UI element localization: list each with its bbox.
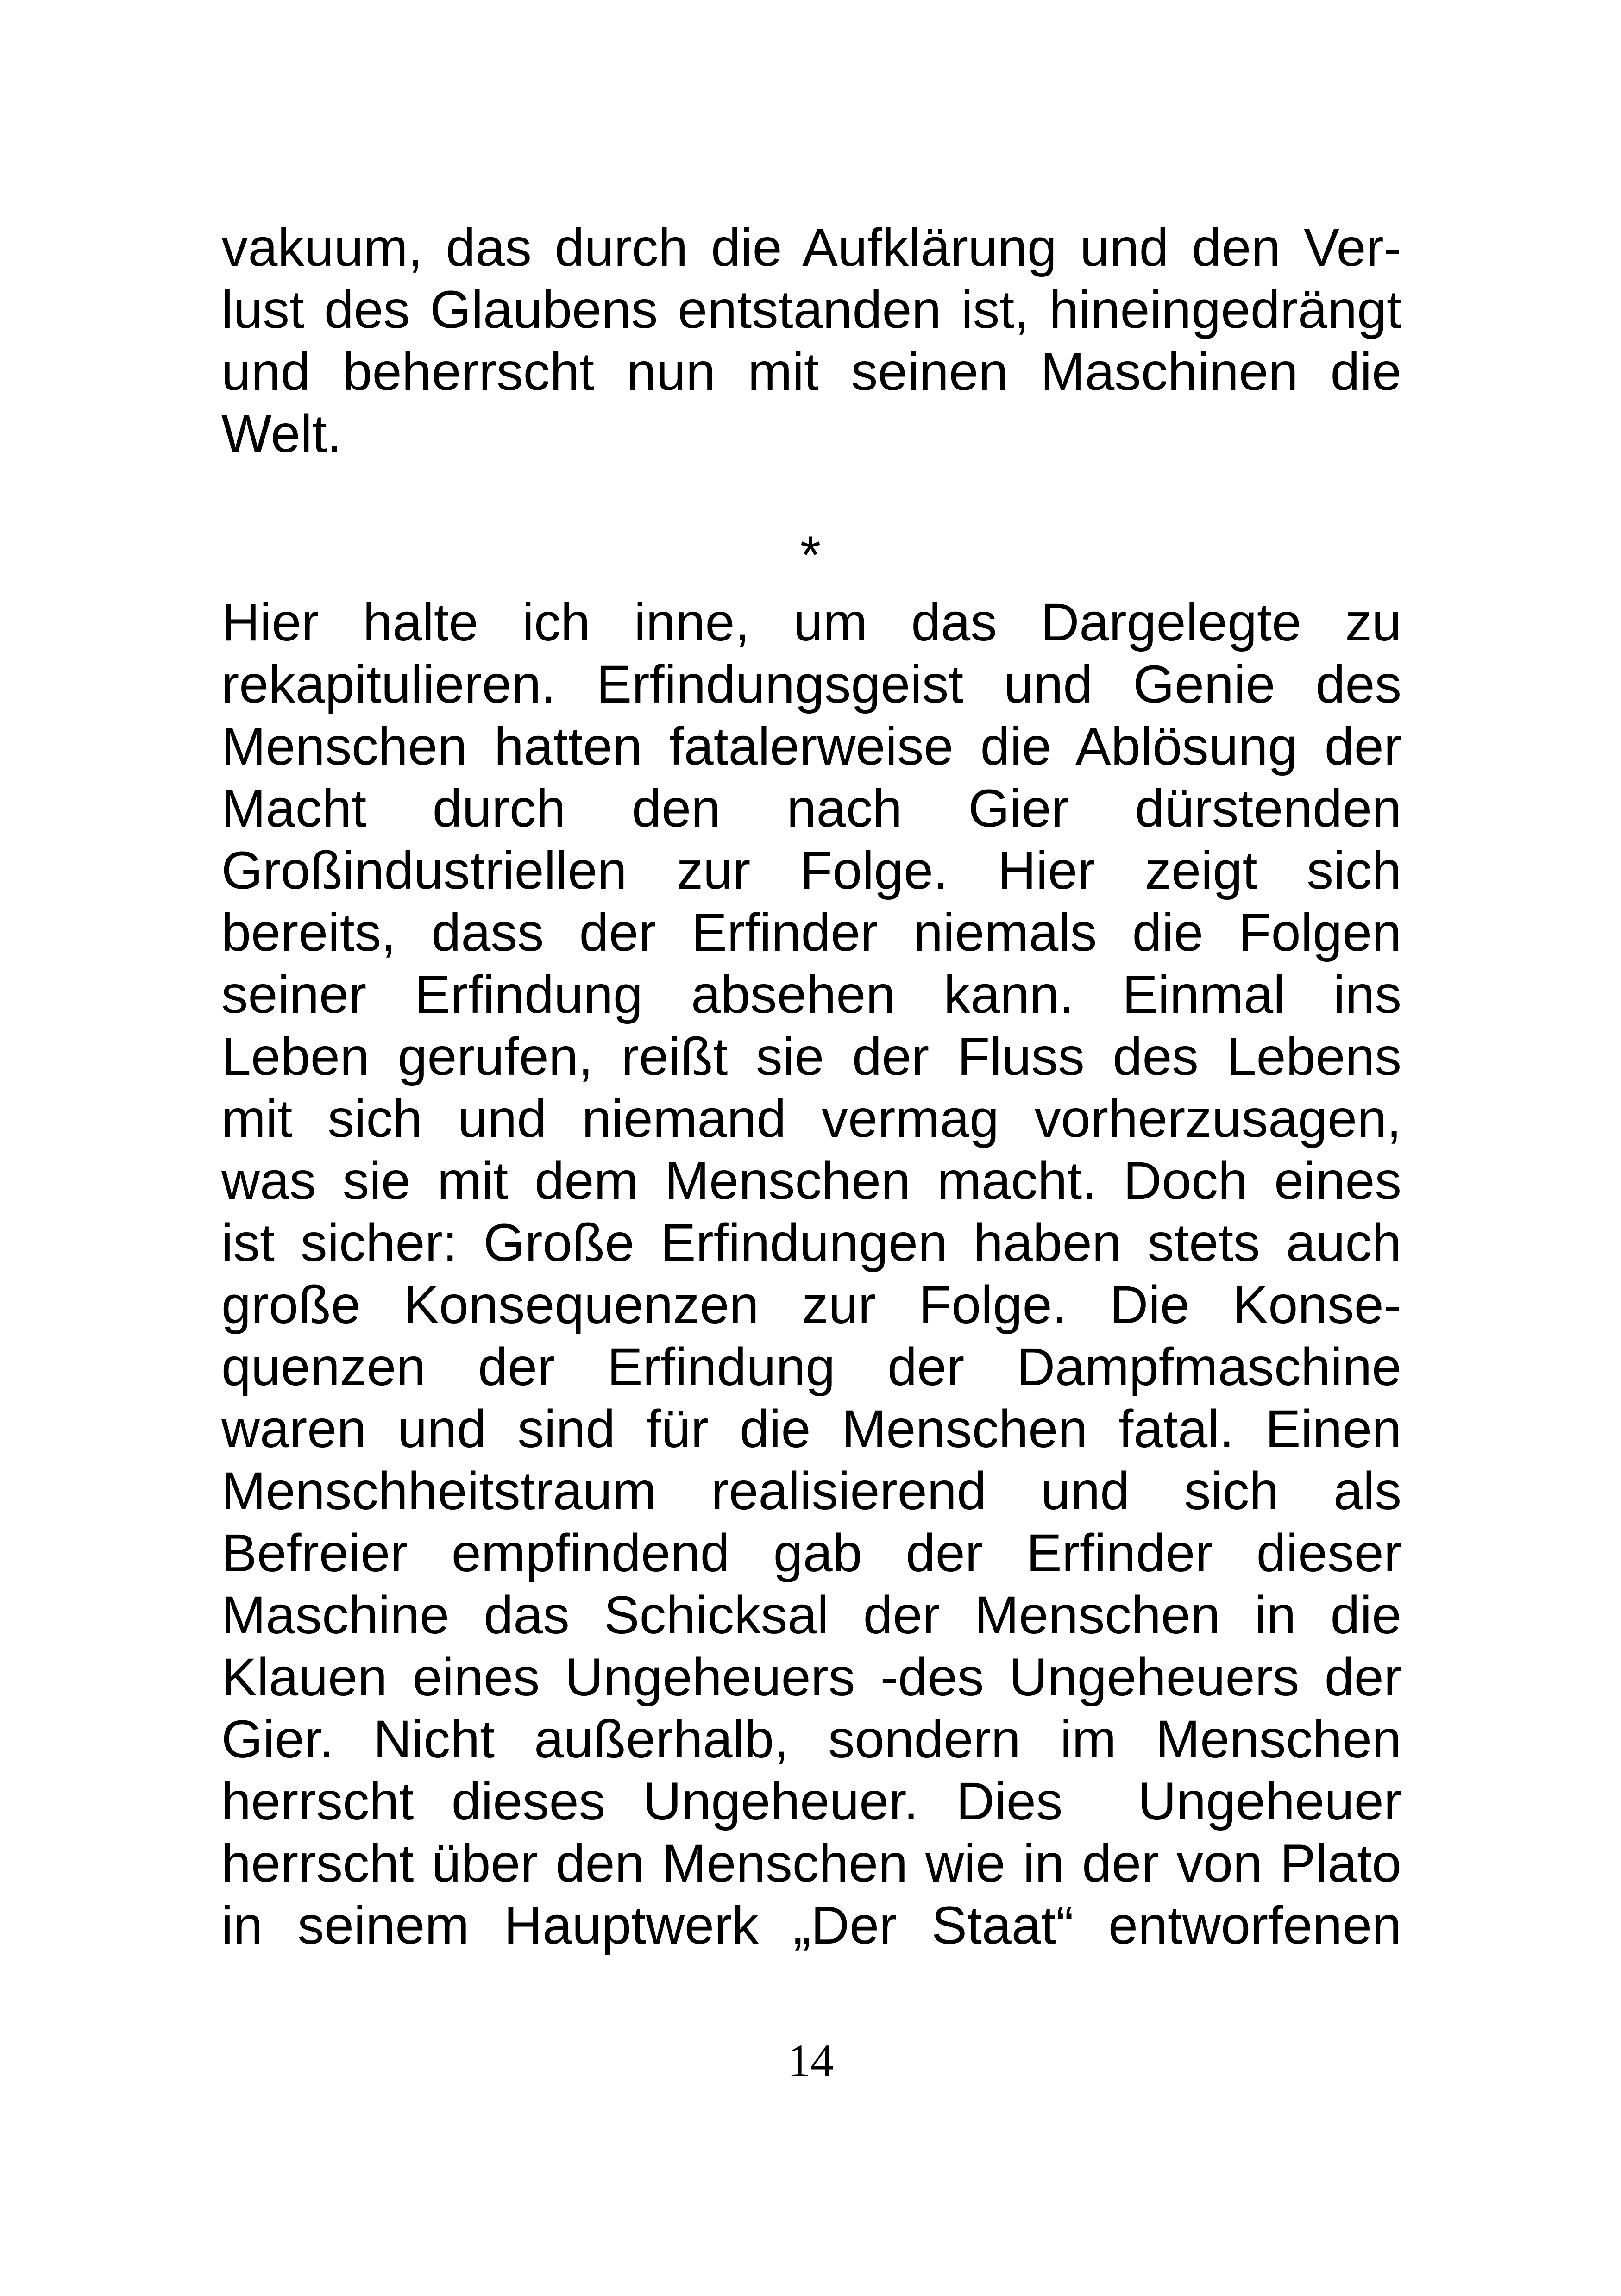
text-line: vakuum, das durch die Aufklärung und den Ver- (221, 218, 1401, 277)
text-line: herrscht über den Menschen wie in der von Plato (221, 1834, 1401, 1893)
text-line: lust des Glaubens entstanden ist, hineingedrängt (221, 280, 1401, 339)
text-line: waren und sind für die Menschen fatal. Einen (221, 1399, 1401, 1459)
text-line: herrscht dieses Ungeheuer. Dies Ungeheuer (221, 1772, 1401, 1831)
text-line: mit sich und niemand vermag vorherzusagen, (221, 1089, 1401, 1148)
text-line: ist sicher: Große Erfindungen haben stets auch (221, 1213, 1401, 1273)
text-line: was sie mit dem Menschen macht. Doch eines (221, 1151, 1401, 1211)
text-line: Gier. Nicht außerhalb, sondern im Menschen (221, 1710, 1401, 1769)
text-line: Befreier empfindend gab der Erfinder dieser (221, 1524, 1401, 1583)
page-number: 14 (787, 2035, 834, 2086)
text-line: Menschheitstraum realisierend und sich als (221, 1462, 1401, 1521)
section-separator: * (800, 526, 821, 585)
text-line: Macht durch den nach Gier dürstenden (221, 779, 1401, 838)
text-line: große Konsequenzen zur Folge. Die Konse- (221, 1275, 1401, 1335)
paragraph-top (221, 217, 1401, 465)
text-line: Großindustriellen zur Folge. Hier zeigt sich (221, 841, 1401, 900)
text-line: bereits, dass der Erfinder niemals die Folgen (221, 903, 1401, 962)
text-line: Welt. (221, 404, 342, 464)
text-line: Leben gerufen, reißt sie der Fluss des Lebens (221, 1027, 1401, 1086)
text-line: Maschine das Schicksal der Menschen in die (221, 1586, 1401, 1645)
text-line: Hier halte ich inne, um das Dargelegte zu (221, 593, 1401, 652)
text-line: in seinem Hauptwerk „Der Staat“ entworfenen (221, 1896, 1401, 1955)
paragraph-main (221, 591, 1401, 1957)
text-line: quenzen der Erfindung der Dampfmaschine (221, 1337, 1401, 1397)
text-line: seiner Erfindung absehen kann. Einmal ins (221, 965, 1401, 1024)
text-line: Menschen hatten fatalerweise die Ablösung der (221, 717, 1401, 776)
text-line: und beherrscht nun mit seinen Maschinen die (221, 342, 1401, 401)
text-line: Klauen eines Ungeheuers -des Ungeheuers der (221, 1648, 1401, 1707)
text-line: rekapitulieren. Erfindungsgeist und Genie des (221, 655, 1401, 714)
